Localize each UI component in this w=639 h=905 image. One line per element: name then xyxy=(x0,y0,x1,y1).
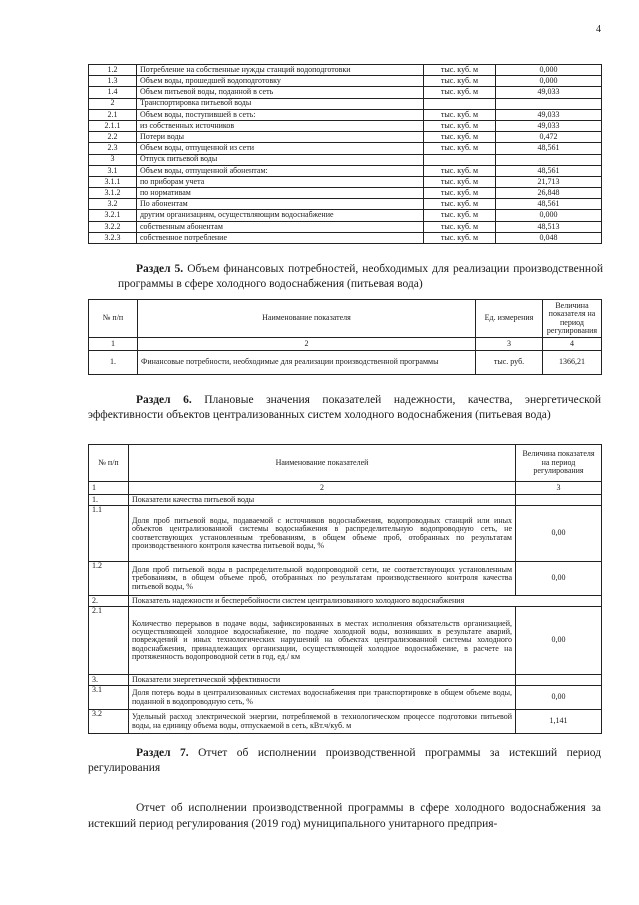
t1-row-name: Потери воды xyxy=(137,132,424,143)
page-number: 4 xyxy=(596,24,601,35)
t1-row-name: Объем воды, прошедшей водоподготовку xyxy=(137,76,424,87)
t1-row-value: 48,561 xyxy=(496,199,602,210)
t3-group1-title: Показатели качества питьевой воды xyxy=(129,495,516,506)
t3-group1-num: 1. xyxy=(89,495,129,506)
t1-row-name: Объем питьевой воды, поданной в сеть xyxy=(137,87,424,98)
t1-row-value: 0,000 xyxy=(496,210,602,221)
table-row xyxy=(89,132,602,143)
t1-row-value xyxy=(496,154,602,165)
t1-row-unit: тыс. куб. м xyxy=(424,76,496,87)
t3-group3-title: Показатели энергетической эффективности xyxy=(129,675,516,686)
table-row xyxy=(89,165,602,176)
t1-row-value: 48,561 xyxy=(496,143,602,154)
t3-row-3-2-value: 1,141 xyxy=(516,710,602,734)
t1-row-unit: тыс. куб. м xyxy=(424,176,496,187)
report-paragraph: Отчет об исполнении производственной программы в сфере холодного водоснабжения за истекший период регулирования (2019 год) муниципального унитарного предприя- xyxy=(88,802,601,830)
t1-row-value: 0,048 xyxy=(496,232,602,243)
t3-row-3-1-value: 0,00 xyxy=(516,686,602,710)
t3-row-1-2-name: Доля проб питьевой воды в распределительной водопроводной сети, не соответствующих установленным требованиям, в общем объеме проб, отобранных по результатам производственного контроля качества питьевой воды, % xyxy=(129,562,516,596)
table-row xyxy=(89,143,602,154)
t3-group3-num: 3. xyxy=(89,675,129,686)
t3-row-3-1-name: Доля потерь воды в централизованных системах водоснабжения при транспортировке в общем объеме воды, поданной в водопроводную сеть, % xyxy=(129,686,516,710)
t3-colnum-1: 1 xyxy=(89,482,129,495)
t1-row-value: 49,033 xyxy=(496,109,602,120)
t3-header-value: Величина показателя на период регулирования xyxy=(516,445,602,482)
t3-row-1-2-num: 1.2 xyxy=(89,562,129,596)
table-row xyxy=(89,98,602,109)
t3-row-3-2-name: Удельный расход электрической энергии, потребляемой в технологическом процессе подготовки питьевой воды, на единицу объема воды, отпускаемой в сеть, кВт.ч/куб. м xyxy=(129,710,516,734)
section-5-heading xyxy=(88,262,603,292)
reliability-quality-table xyxy=(88,444,602,734)
t1-row-unit xyxy=(424,154,496,165)
t1-row-name: Объем воды, отпущенной из сети xyxy=(137,143,424,154)
table-row xyxy=(89,154,602,165)
t3-row-1-1-num: 1.1 xyxy=(89,506,129,562)
t3-group2-num: 2. xyxy=(89,596,129,607)
table-row xyxy=(89,176,602,187)
t1-row-number: 1.3 xyxy=(89,76,137,87)
t1-row-unit: тыс. куб. м xyxy=(424,120,496,131)
t1-row-value: 49,033 xyxy=(496,87,602,98)
t1-row-name: Транспортировка питьевой воды xyxy=(137,98,424,109)
t3-row-2-1-name: Количество перерывов в подаче воды, зафиксированных в местах исполнения обязательств организацией, осуществляющей холодное водоснабжение, по подаче холодной воды, возникших в результате аварий, повреждений и иных технологических нарушений на объектах централизованной системы холодного водоснабжения, принадлежащих организации, осуществляющей холодное водоснабжение, в расчете на протяженность водопроводной сети в год, ед./ км xyxy=(129,607,516,675)
t1-row-name: собственное потребление xyxy=(137,232,424,243)
t2-header-unit: Ед. измерения xyxy=(476,300,543,338)
t1-row-unit: тыс. куб. м xyxy=(424,165,496,176)
t1-row-name: Отпуск питьевой воды xyxy=(137,154,424,165)
table-row xyxy=(89,76,602,87)
t1-row-number: 3 xyxy=(89,154,137,165)
t1-row-number: 2 xyxy=(89,98,137,109)
t2-row-name: Финансовые потребности, необходимые для реализации производственной программы xyxy=(138,351,476,375)
t1-row-value: 48,513 xyxy=(496,221,602,232)
t1-row-number: 1.2 xyxy=(89,65,137,76)
t1-row-unit: тыс. куб. м xyxy=(424,199,496,210)
t1-row-unit: тыс. куб. м xyxy=(424,143,496,154)
t1-row-name: По абонентам xyxy=(137,199,424,210)
t1-row-name: другим организациям, осуществляющим водоснабжение xyxy=(137,210,424,221)
t3-row-3-2-num: 3.2 xyxy=(89,710,129,734)
table-row xyxy=(89,199,602,210)
t1-row-number: 2.1.1 xyxy=(89,120,137,131)
section-6-label: Раздел 6. xyxy=(136,394,192,406)
t1-row-number: 3.1.2 xyxy=(89,188,137,199)
t1-row-number: 3.2.1 xyxy=(89,210,137,221)
section-5-label: Раздел 5. xyxy=(136,263,184,275)
t1-row-unit: тыс. куб. м xyxy=(424,109,496,120)
t1-row-number: 3.2 xyxy=(89,199,137,210)
t3-group2-title: Показатель надежности и бесперебойности систем централизованного холодного водоснабжения xyxy=(129,596,602,607)
t1-row-unit: тыс. куб. м xyxy=(424,232,496,243)
t2-row-unit: тыс. руб. xyxy=(476,351,543,375)
section-7-title: Отчет об исполнении производственной программы за истекший период регулирования xyxy=(88,747,602,774)
section-7-heading xyxy=(88,746,601,776)
table-row xyxy=(89,188,602,199)
table-row xyxy=(89,65,602,76)
t2-colnum-4: 4 xyxy=(543,338,602,351)
t1-row-unit: тыс. куб. м xyxy=(424,65,496,76)
t1-row-name: из собственных источников xyxy=(137,120,424,131)
t1-row-value xyxy=(496,98,602,109)
section-7-label: Раздел 7. xyxy=(136,747,189,759)
t1-row-number: 2.1 xyxy=(89,109,137,120)
t2-header-num: № п/п xyxy=(89,300,138,338)
table-row xyxy=(89,109,602,120)
t1-row-value: 0,472 xyxy=(496,132,602,143)
t2-row-value: 1366,21 xyxy=(543,351,602,375)
t1-row-number: 3.2.3 xyxy=(89,232,137,243)
t1-row-number: 2.2 xyxy=(89,132,137,143)
t1-row-name: Объем воды, поступившей в сеть: xyxy=(137,109,424,120)
t1-row-value: 48,561 xyxy=(496,165,602,176)
t1-row-value: 49,033 xyxy=(496,120,602,131)
water-volume-table xyxy=(88,64,602,244)
table-row xyxy=(89,221,602,232)
t1-row-unit: тыс. куб. м xyxy=(424,87,496,98)
t1-row-value: 0,000 xyxy=(496,76,602,87)
t3-row-1-2-value: 0,00 xyxy=(516,562,602,596)
t3-row-2-1-num: 2.1 xyxy=(89,607,129,675)
t1-row-value: 21,713 xyxy=(496,176,602,187)
t2-colnum-3: 3 xyxy=(476,338,543,351)
t1-row-unit: тыс. куб. м xyxy=(424,132,496,143)
t2-colnum-1: 1 xyxy=(89,338,138,351)
t3-colnum-3: 3 xyxy=(516,482,602,495)
table-row xyxy=(89,87,602,98)
t3-header-num: № п/п xyxy=(89,445,129,482)
t3-header-name: Наименование показателей xyxy=(129,445,516,482)
t3-row-2-1-value: 0,00 xyxy=(516,607,602,675)
t2-header-name: Наименование показателя xyxy=(138,300,476,338)
t1-row-unit: тыс. куб. м xyxy=(424,210,496,221)
t1-row-value: 0,000 xyxy=(496,65,602,76)
t3-row-3-1-num: 3.1 xyxy=(89,686,129,710)
table-row xyxy=(89,120,602,131)
t3-row-1-1-name: Доля проб питьевой воды, подаваемой с источников водоснабжения, водопроводных станций или иных объектов централизованной системы водоснабжения в распределительную водопроводную сеть, не соответствующих установленным требованиям, в общем объеме проб, отобранных по результатам производственного контроля качества питьевой воды, % xyxy=(129,506,516,562)
t1-row-value: 26,848 xyxy=(496,188,602,199)
t1-row-number: 3.1.1 xyxy=(89,176,137,187)
t3-row-1-1-value: 0,00 xyxy=(516,506,602,562)
t3-colnum-2: 2 xyxy=(129,482,516,495)
t1-row-name: собственным абонентам xyxy=(137,221,424,232)
t1-row-number: 3.1 xyxy=(89,165,137,176)
section-5-title: Объем финансовых потребностей, необходимых для реализации производственной программы в сфере холодного водоснабжения (питьевая вода) xyxy=(118,263,603,290)
t1-row-number: 2.3 xyxy=(89,143,137,154)
t1-row-name: по нормативам xyxy=(137,188,424,199)
table-row xyxy=(89,210,602,221)
t2-colnum-2: 2 xyxy=(138,338,476,351)
t2-row-num: 1. xyxy=(89,351,138,375)
t1-row-unit: тыс. куб. м xyxy=(424,221,496,232)
t1-row-number: 3.2.2 xyxy=(89,221,137,232)
section-6-title: Плановые значения показателей надежности, качества, энергетической эффективности объектов централизованных систем холодного водоснабжения (питьевая вода) xyxy=(88,394,602,421)
section-6-heading xyxy=(88,393,601,423)
t1-row-unit: тыс. куб. м xyxy=(424,188,496,199)
t2-header-value: Величина показателя на период регулирования xyxy=(543,300,602,338)
t1-row-unit xyxy=(424,98,496,109)
table-row xyxy=(89,232,602,243)
t1-row-name: Потребление на собственные нужды станций водоподготовки xyxy=(137,65,424,76)
t1-row-number: 1.4 xyxy=(89,87,137,98)
financial-needs-table xyxy=(88,299,602,375)
t1-row-name: Объем воды, отпущенной абонентам: xyxy=(137,165,424,176)
t1-row-name: по приборам учета xyxy=(137,176,424,187)
